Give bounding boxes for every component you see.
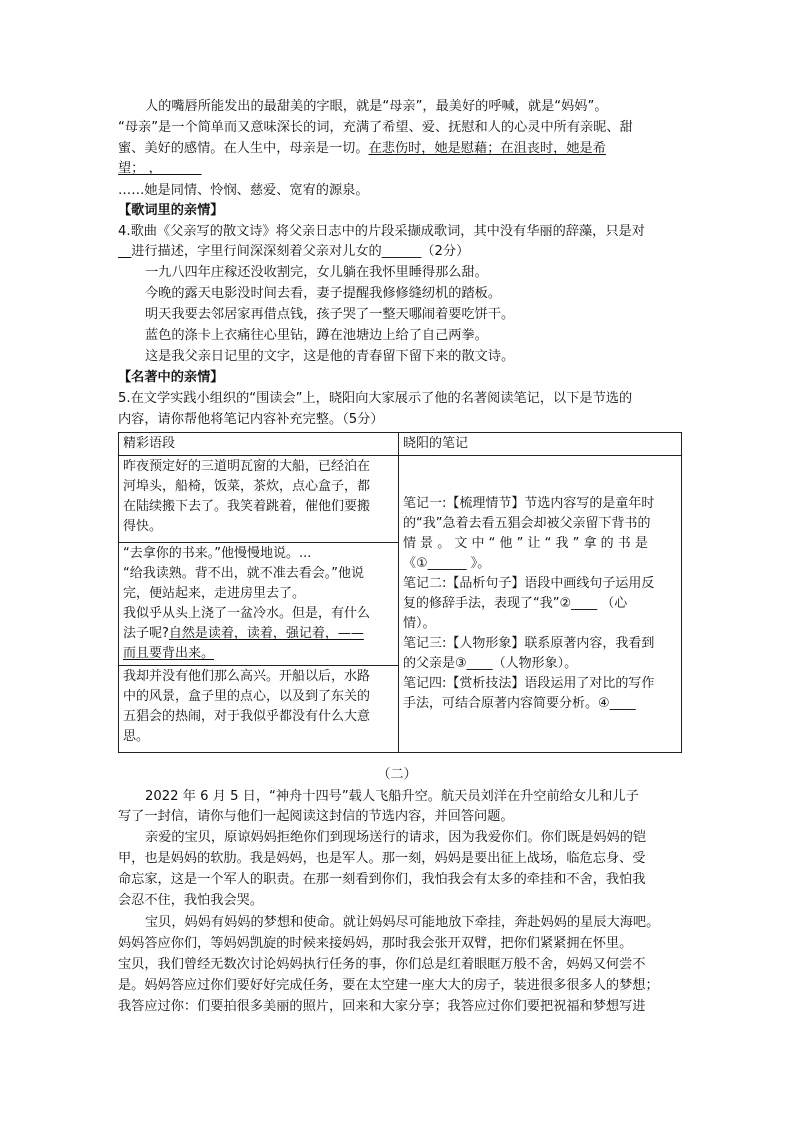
letter-para1-line: 命忘家，这是一个军人的职责。在那一刻看到你们，我怕我会有太多的牵挂和不舍，我怕我 bbox=[118, 872, 646, 887]
passage-line: 完，便站起来，走进房里去了。 bbox=[123, 586, 306, 601]
passage-line: “去拿你的书来。”他慢慢地说。... bbox=[123, 546, 312, 561]
note-line: 的父亲是③____（人物形象）。 bbox=[403, 656, 578, 671]
note-line: 笔记二:【品析句子】语段中画线句子运用反 bbox=[403, 576, 655, 591]
question-4-line2-text: 进行描述，字里行间深深刻着父亲对儿女的______（2分） bbox=[131, 244, 470, 259]
passage-line: “给我读熟。背不出，就不准去看会。”他说 bbox=[123, 566, 364, 581]
letter-para2-line: 妈妈答应你们，等妈妈凯旋的时候来接妈妈，那时我会张开双臂，把你们紧紧拥在怀里。 bbox=[118, 936, 633, 951]
table-header-notes: 晓阳的笔记 bbox=[399, 433, 682, 456]
lyric-line: 明天我要去邻居家再借点钱，孩子哭了一整天哪闹着要吃饼干。 bbox=[145, 307, 515, 322]
para1-line2: “母亲”是一个简单而又意味深长的词，充满了希望、爱、抚慰和人的心灵中所有亲昵、甜 bbox=[118, 120, 633, 135]
lyric-line: 蓝色的涤卡上衣痛往心里钻，蹲在池塘边上给了自己两拳。 bbox=[145, 328, 488, 343]
letter-para1-line1: 亲爱的宝贝，原谅妈妈拒绝你们到现场送行的请求，因为我爱你们。你们既是妈妈的铠 bbox=[145, 830, 647, 845]
lyric-line: 一九八四年庄稼还没收割完，女儿躺在我怀里睡得那么甜。 bbox=[145, 265, 488, 280]
reading-notes-table bbox=[118, 432, 682, 753]
section-2-intro-line1: 2022 年 6 月 5 日，“神舟十四号”载人飞船升空。航天员刘洋在升空前给女儿和儿子 bbox=[145, 789, 639, 804]
passage-line: 我却并没有他们那么高兴。开船以后，水路 bbox=[123, 669, 371, 684]
letter-para2-line: 宝贝，我们曾经无数次讨论妈妈执行任务的事，你们总是红着眼眶万般不舍，妈妈又何尝不 bbox=[118, 957, 646, 972]
passage-cell-1 bbox=[119, 456, 399, 543]
note-line: 手法，可结合原著内容简要分析。④____ bbox=[403, 696, 636, 711]
lyric-line: 今晚的露天电影没时间去看，妻子提醒我修修缝纫机的踏板。 bbox=[145, 286, 502, 301]
section-2-intro-line2: 写了一封信，请你与他们一起阅读这封信的节选内容，并回答问题。 bbox=[118, 809, 514, 824]
notes-cell bbox=[399, 456, 682, 753]
note-line: 《①______ 》。 bbox=[403, 556, 491, 571]
para1-line3 bbox=[118, 139, 683, 159]
table-header-passages: 精彩语段 bbox=[119, 433, 399, 456]
passage-line: 得快。 bbox=[123, 519, 163, 534]
section-2-title: （二） bbox=[377, 767, 417, 782]
note-line: 情 景 。 文 中 “ 他 ” 让 “ 我 ” 拿 的 书 是 bbox=[403, 536, 648, 551]
lyrics-section-heading: 【歌词里的亲情】 bbox=[118, 203, 224, 218]
passage-line: 五猖会的热闹，对于我似乎都没有什么大意 bbox=[123, 709, 371, 724]
passage-line: 昨夜预定好的三道明瓦窗的大船，已经泊在 bbox=[123, 459, 371, 474]
passage-text: 法子呢? bbox=[123, 626, 169, 641]
note-line: 笔记三:【人物形象】联系原著内容，我看到 bbox=[403, 636, 655, 651]
para1-line3-plain: 蜜、美好的感情。在人生中，母亲是一切。 bbox=[118, 141, 369, 156]
question-4-blank: __ bbox=[118, 244, 132, 259]
lyric-line: 这是我父亲日记里的文字，这是他的青春留下留下来的散文诗。 bbox=[145, 349, 515, 364]
passage-line: 在陆续搬下去了。我笑着跳着，催他们要搬 bbox=[123, 499, 371, 514]
letter-para1-line: 会忍不住，我怕我会哭。 bbox=[118, 893, 264, 908]
passage-cell-3 bbox=[119, 666, 399, 753]
underlined-sentence: 自然是读着，读着，强记着，—— bbox=[168, 626, 364, 641]
underlined-sentence-cont: 而且要背出来。 bbox=[123, 646, 215, 661]
note-line: 复的修辞手法，表现了“我”②____ （心 bbox=[403, 596, 628, 611]
passage-line: 河埠头，船椅，饭菜，茶炊，点心盒子，都 bbox=[123, 479, 371, 494]
para1-line1: 人的嘴唇所能发出的最甜美的字眼，就是“母亲”，最美好的呼喊，就是“妈妈”。 bbox=[145, 99, 608, 114]
letter-para2-line1: 宝贝，妈妈有妈妈的梦想和使命。就让妈妈尽可能地放下牵挂，奔赴妈妈的星辰大海吧。 bbox=[145, 915, 660, 930]
letter-para2-line: 我答应过你：们要拍很多美丽的照片，回来和大家分享；我答应过你们要把祝福和梦想写进 bbox=[118, 999, 646, 1014]
note-line: 的“我”急着去看五猖会却被父亲留下背书的 bbox=[403, 516, 651, 531]
note-line: 笔记一:【梳理情节】节选内容写的是童年时 bbox=[403, 496, 655, 511]
para1-line3-underlined: 在悲伤时，她是慰藉；在沮丧时，她是希 bbox=[368, 141, 606, 156]
classics-section-heading: 【名著中的亲情】 bbox=[118, 370, 224, 385]
question-5-line1: 5.在文学实践小组织的“围读会”上，晓阳向大家展示了他的名著阅读笔记，以下是节选的 bbox=[118, 391, 633, 406]
question-4-line1: 4.歌曲《父亲写的散文诗》将父亲日志中的片段采撷成歌词，其中没有华丽的辞藻，只是对 bbox=[118, 224, 645, 239]
note-line: 笔记四:【赏析技法】语段运用了对比的写作 bbox=[403, 676, 655, 691]
passage-line: 我似乎从头上浇了一盆冷水。但是，有什么 bbox=[123, 606, 371, 621]
question-5-line2: 内容，请你帮他将笔记内容补充完整。（5分） bbox=[118, 412, 384, 427]
passage-line: 思。 bbox=[123, 729, 150, 744]
passage-cell-2 bbox=[119, 543, 399, 666]
question-4-line2 bbox=[118, 242, 683, 262]
passage-line: 中的风景，盒子里的点心，以及到了东关的 bbox=[123, 689, 371, 704]
para1-line5: ……她是同情、怜悯、慈爱、宽宥的源泉。 bbox=[118, 183, 369, 198]
letter-para2-line: 是。妈妈答应过你们要好好完成任务，要在太空建一座大大的房子，装进很多很多人的梦想； bbox=[118, 978, 659, 993]
passage-line bbox=[123, 624, 394, 644]
para1-line4-blank: 望； ，______ bbox=[118, 161, 202, 176]
note-line: 情）。 bbox=[403, 616, 436, 631]
letter-para1-line: 甲，也是妈妈的软肋。我是妈妈，也是军人。那一刻，妈妈是要出征上战场，临危忘身、受 bbox=[118, 851, 646, 866]
